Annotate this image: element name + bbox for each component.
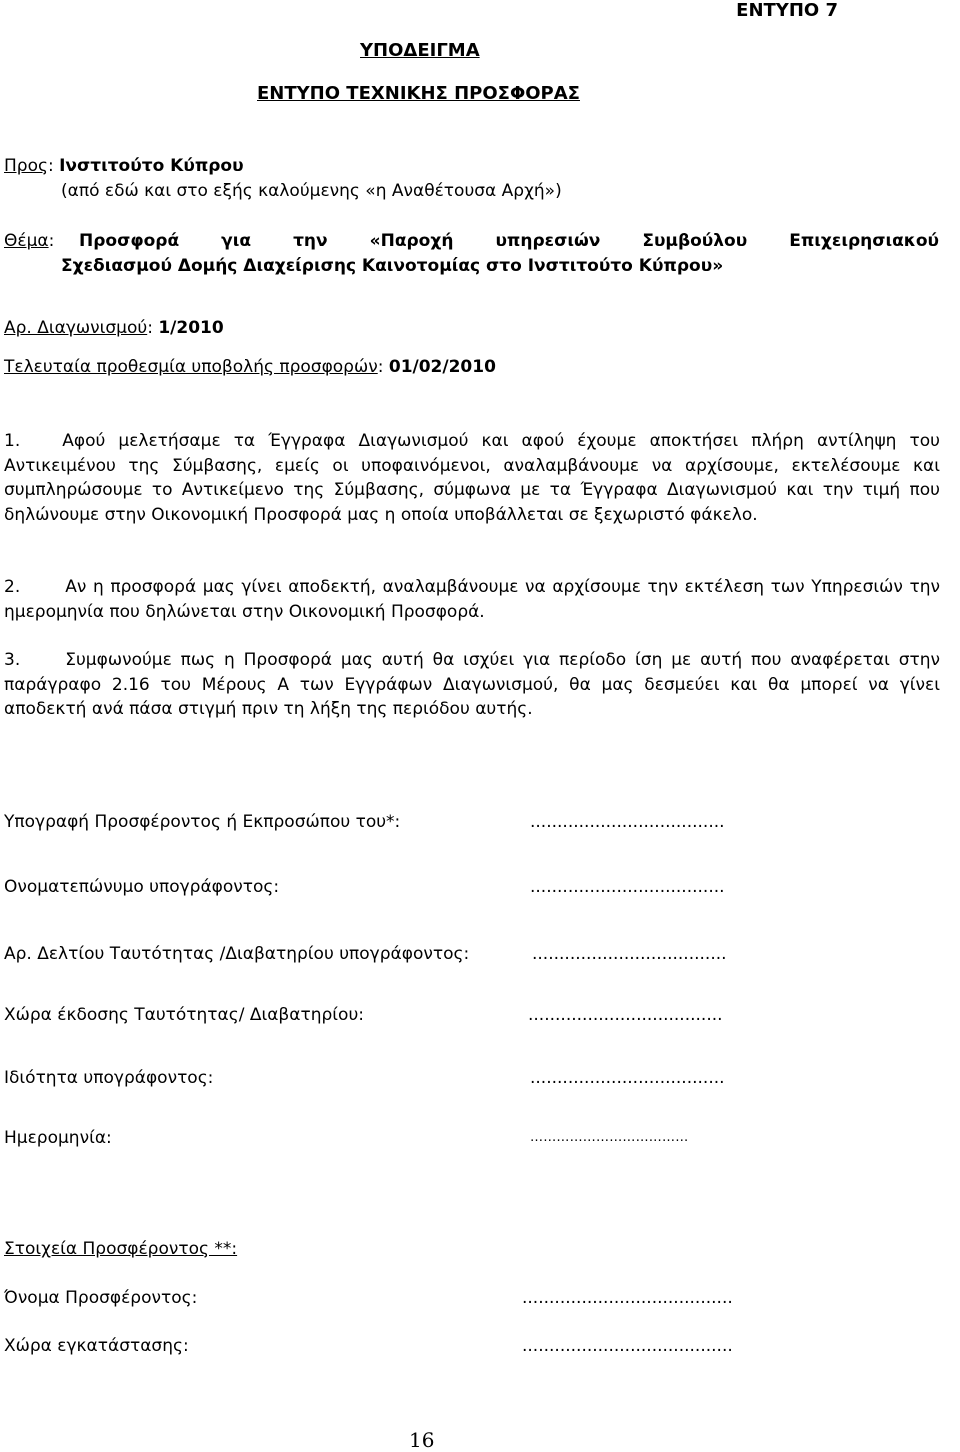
signature-field[interactable]: .................................... [530, 812, 725, 832]
to-colon: : [47, 156, 54, 176]
page-number: 16 [409, 1428, 435, 1452]
id-number-field[interactable]: .................................... [532, 944, 727, 964]
deadline-label: Τελευταία προθεσμία υποβολής προσφορών [4, 357, 378, 377]
signer-capacity-field[interactable]: .................................... [530, 1068, 725, 1088]
form-title: ΕΝΤΥΠΟ ΤΕΧΝΙΚΗΣ ΠΡΟΣΦΟΡΑΣ [257, 83, 580, 104]
sample-title: ΥΠΟΔΕΙΓΜΑ [360, 40, 480, 61]
tender-value: 1/2010 [158, 318, 224, 338]
paragraph-text: Αν η προσφορά μας γίνει αποδεκτή, αναλαμβάνουμε να αρχίσουμε την εκτέλεση των Υπηρεσιών την ημερομηνία που δηλώνεται στην Οικονομική Προσφορά. [4, 577, 940, 622]
to-label: Προς [4, 156, 48, 176]
paragraph-text: Αφού μελετήσαμε τα Έγγραφα Διαγωνισμού και αφού έχουμε αποκτήσει πλήρη αντίληψη του Αντικειμένου της Σύμβασης, εμείς οι υποφαινόμενοι, αναλαμβάνουμε να αρχίσουμε, εκτελέσουμε και συμπληρώσουμε το Αντικείμενο της Σύμβασης, σύμφωνα με τα Έγγραφα Διαγωνισμού και την τιμή που δηλώνουμε στην Οικονομική Προσφορά μας η οποία υποβάλλεται σε ξεχωριστό φάκελο. [4, 431, 940, 525]
to-recipient: Ινστιτούτο Κύπρου [59, 156, 244, 176]
date-field[interactable]: ……………………………… [530, 1130, 689, 1145]
bidder-heading: Στοιχεία Προσφέροντος **: [4, 1239, 238, 1259]
date-label: Ημερομηνία: [4, 1128, 112, 1148]
deadline-value: 01/02/2010 [388, 357, 496, 377]
paragraph-number: 2. [4, 577, 21, 597]
bidder-country-field[interactable]: ....................................... [522, 1336, 733, 1356]
subject-label-wrap [4, 230, 54, 252]
form-number: ΕΝΤΥΠΟ 7 [736, 0, 838, 21]
bidder-name-field[interactable]: ....................................... [522, 1288, 733, 1308]
subject-line-1: Προσφορά για την «Παροχή υπηρεσιών Συμβούλου Επιχειρησιακού [79, 231, 939, 251]
subject-label: Θέμα [4, 231, 49, 251]
id-number-label: Αρ. Δελτίου Ταυτότητας /Διαβατηρίου υπογράφοντος: [4, 944, 470, 964]
bidder-country-label: Χώρα εγκατάστασης: [4, 1336, 189, 1356]
id-country-label: Χώρα έκδοσης Ταυτότητας/ Διαβατηρίου: [4, 1005, 365, 1025]
subject-colon: : [48, 231, 55, 251]
paragraph-2 [4, 575, 940, 624]
bidder-name-label: Όνομα Προσφέροντος: [4, 1288, 198, 1308]
signature-label: Υπογραφή Προσφέροντος ή Εκπροσώπου του*: [4, 812, 401, 832]
id-country-field[interactable]: .................................... [528, 1005, 723, 1025]
to-note: (από εδώ και στο εξής καλούμενης «η Αναθέτουσα Αρχή») [61, 181, 562, 201]
tender-line: Αρ. Διαγωνισμού: 1/2010 [4, 318, 224, 338]
paragraph-text: Συμφωνούμε πως η Προσφορά μας αυτή θα ισχύει για περίοδο ίση με αυτή που αναφέρεται στην παράγραφο 2.16 του Μέρους Α των Εγγράφων Διαγωνισμού, θα μας δεσμεύει και θα μπορεί να γίνει αποδεκτή ανά πάσα στιγμή πριν τη λήξη της περιόδου αυτής. [4, 650, 940, 719]
signer-capacity-label: Ιδιότητα υπογράφοντος: [4, 1068, 214, 1088]
to-line [4, 155, 244, 177]
signer-name-field[interactable]: .................................... [530, 877, 725, 897]
paragraph-3 [4, 648, 940, 722]
subject-line-2: Σχεδιασμού Δομής Διαχείρισης Καινοτομίας στο Ινστιτούτο Κύπρου» [61, 256, 724, 276]
paragraph-1 [4, 429, 940, 527]
signer-name-label: Ονοματεπώνυμο υπογράφοντος: [4, 877, 280, 897]
paragraph-number: 1. [4, 431, 21, 451]
tender-label: Αρ. Διαγωνισμού [4, 318, 148, 338]
paragraph-number: 3. [4, 650, 21, 670]
deadline-line: Τελευταία προθεσμία υποβολής προσφορών: 01/02/2010 [4, 357, 496, 377]
